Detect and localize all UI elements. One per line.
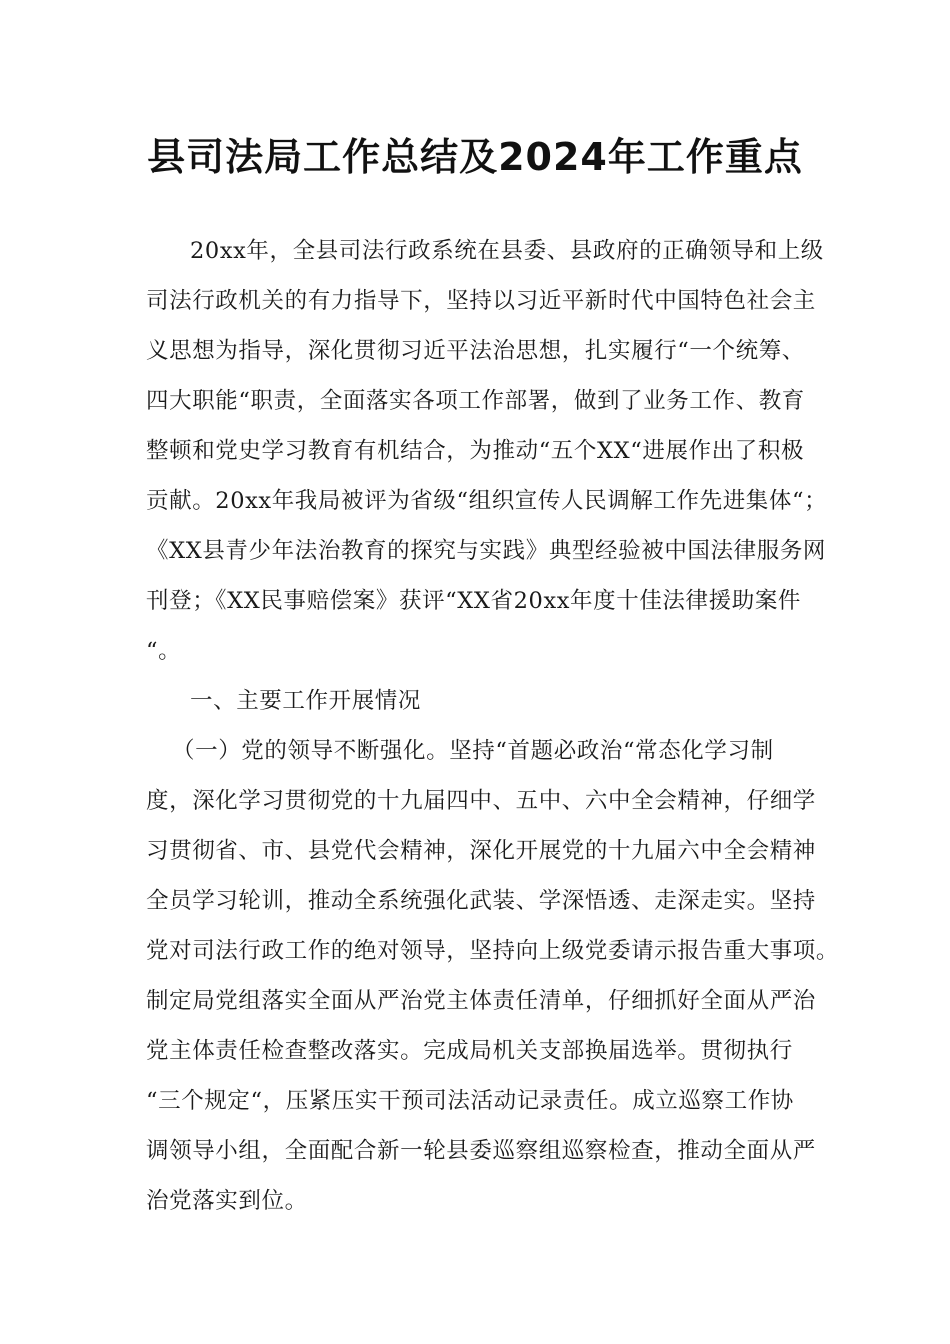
paragraph-line: 调领导小组，全面配合新一轮县委巡察组巡察检查，推动全面从严 (146, 1138, 816, 1164)
paragraph-line: “三个规定“，压紧压实干预司法活动记录责任。成立巡察工作协 (146, 1088, 794, 1114)
paragraph-line: 司法行政机关的有力指导下，坚持以习近平新时代中国特色社会主 (146, 288, 816, 314)
document-title: 县司法局工作总结及2024年工作重点 (147, 135, 803, 179)
paragraph-line: “。 (146, 638, 182, 664)
paragraph-line: 义思想为指导，深化贯彻习近平法治思想，扎实履行“一个统筹、 (146, 338, 805, 364)
paragraph-line: 度，深化学习贯彻党的十九届四中、五中、六中全会精神，仔细学 (146, 788, 816, 814)
paragraph-line: 《XX县青少年法治教育的探究与实践》典型经验被中国法律服务网 (146, 538, 827, 564)
paragraph-line: 贡献。20xx年我局被评为省级“组织宣传人民调解工作先进集体“； (146, 488, 828, 514)
paragraph-line: 20xx年，全县司法行政系统在县委、县政府的正确领导和上级 (190, 238, 824, 264)
paragraph-line: 制定局党组落实全面从严治党主体责任清单，仔细抓好全面从严治 (146, 988, 816, 1014)
paragraph-line: （一）党的领导不断强化。坚持“首题必政治“常态化学习制 (172, 738, 774, 764)
paragraph-line: 党对司法行政工作的绝对领导，坚持向上级党委请示报告重大事项。 (146, 938, 840, 964)
paragraph-line: 刊登；《XX民事赔偿案》获评“XX省20xx年度十佳法律援助案件 (146, 588, 802, 614)
paragraph-line: 四大职能“职责，全面落实各项工作部署，做到了业务工作、教育 (146, 388, 805, 414)
paragraph-line: 治党落实到位。 (146, 1188, 308, 1214)
section-heading: 一、主要工作开展情况 (190, 688, 422, 714)
paragraph-line: 整顿和党史学习教育有机结合，为推动“五个XX“进展作出了积极 (146, 438, 805, 464)
paragraph-line: 全员学习轮训，推动全系统强化武装、学深悟透、走深走实。坚持 (146, 888, 816, 914)
paragraph-line: 党主体责任检查整改落实。完成局机关支部换届选举。贯彻执行 (146, 1038, 793, 1064)
paragraph-line: 习贯彻省、市、县党代会精神，深化开展党的十九届六中全会精神 (146, 838, 816, 864)
